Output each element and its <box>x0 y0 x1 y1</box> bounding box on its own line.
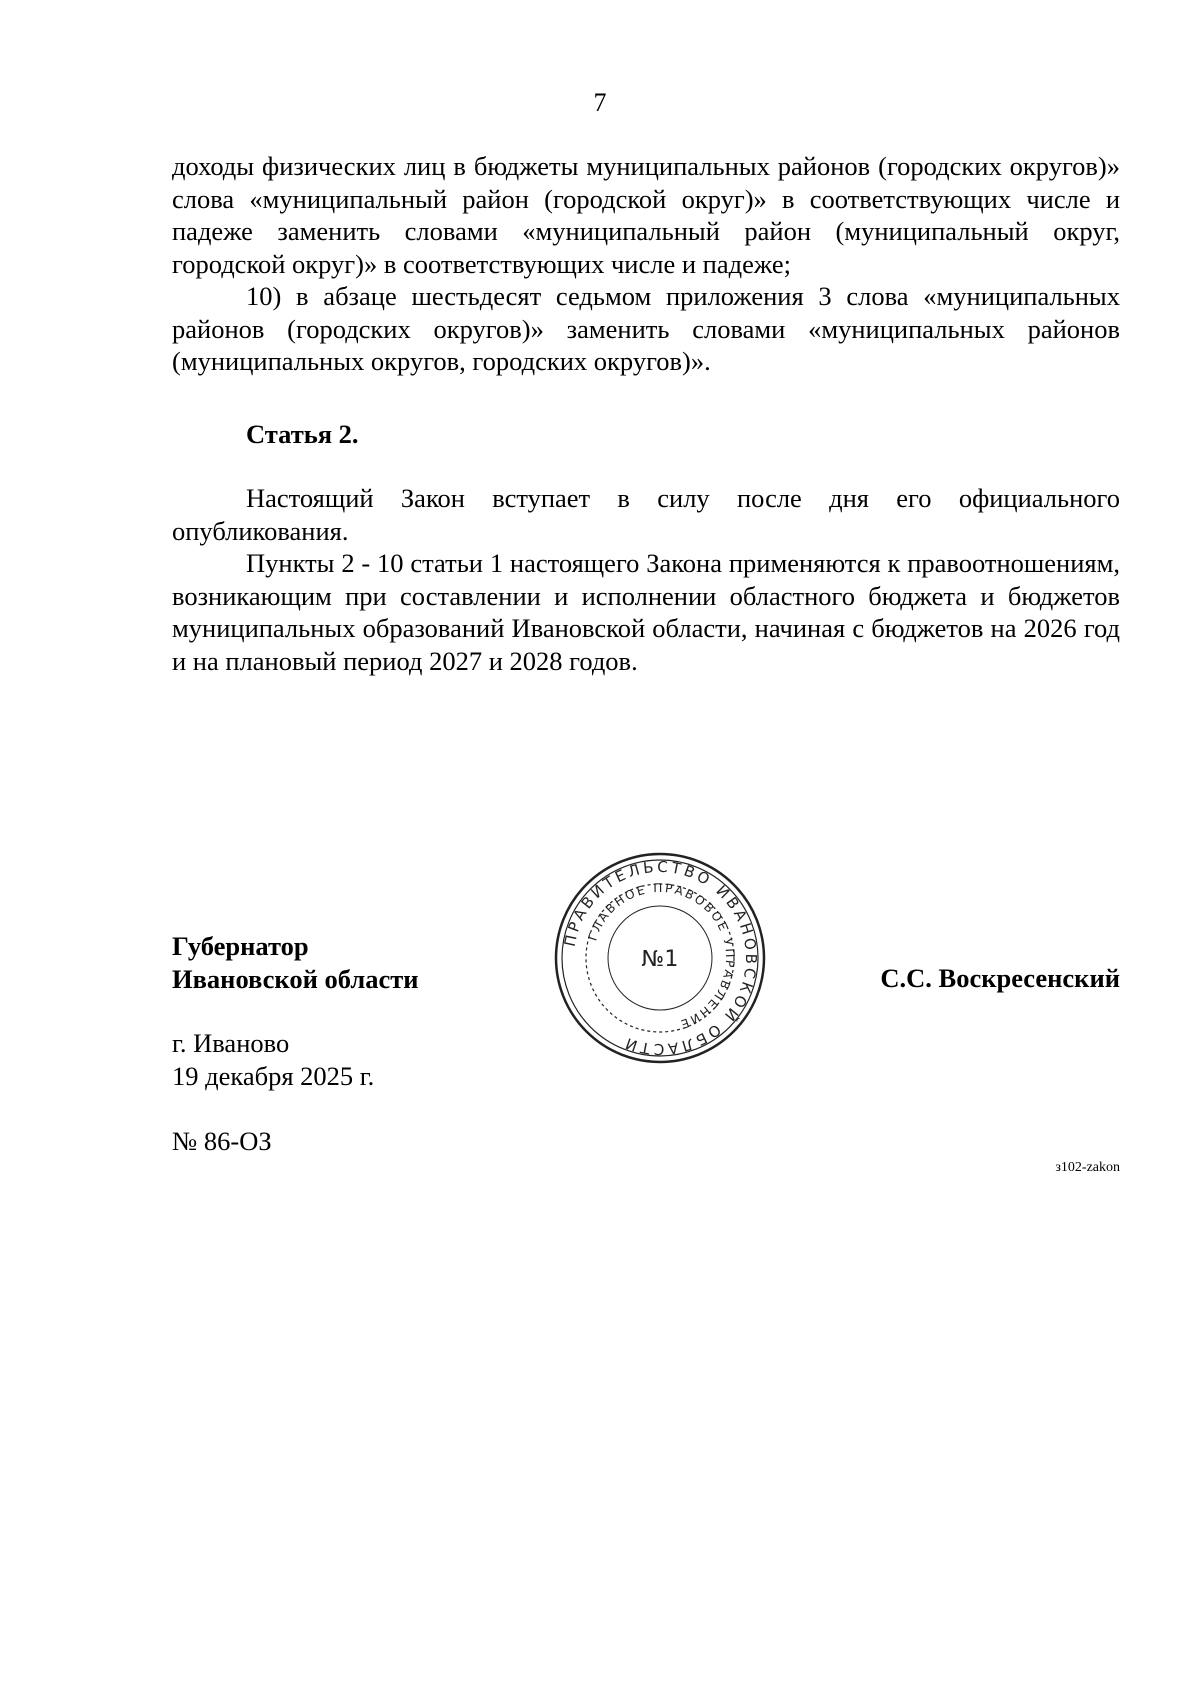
document-body <box>172 150 1120 677</box>
official-seal <box>550 848 770 1068</box>
seal-inner-text: ГЛАВНОЕ ПРАВОВОЕ УПРАВЛЕНИЕ <box>585 880 738 1033</box>
paragraph-1: доходы физических лиц в бюджеты муниципальных районов (городских округов)» слова «муниципальный район (городской округ)» в соответствующих числе и падеже заменить словами «муниципальный район (муниципальный округ, городской округ)» в соответствующих числе и падеже; <box>172 151 1120 279</box>
article-heading: Статья 2. <box>246 418 359 449</box>
law-number: № 86-ОЗ <box>172 1126 272 1156</box>
paragraph-4: Пункты 2 - 10 статьи 1 настоящего Закона применяются к правоотношениям, возникающим при составлении и исполнении областного бюджета и бюджетов муниципальных образований Ивановской области, начиная с бюджетов на 2026 год и на плановый период 2027 и 2028 годов. <box>172 548 1120 676</box>
file-code: з102-zakon <box>1055 1160 1120 1175</box>
governor-title-line-2: Ивановской области <box>172 963 419 994</box>
place-date <box>172 1027 374 1092</box>
seal-outer-text: ПРАВИТЕЛЬСТВО ИВАНОВСКОЙ ОБЛАСТИ <box>560 857 761 1059</box>
city: г. Иваново <box>172 1028 290 1058</box>
paragraph-2: 10) в абзаце шестьдесят седьмом приложения 3 слова «муниципальных районов (городских округов)» заменить словами «муниципальных районов (муниципальных округов, городских округов)». <box>172 281 1120 376</box>
page-number: 7 <box>593 88 607 117</box>
paragraph-3: Настоящий Закон вступает в силу после дня его официального опубликования. <box>172 483 1120 546</box>
signing-date: 19 декабря 2025 г. <box>172 1060 375 1091</box>
signer-name: С.С. Воскресенский <box>880 963 1120 993</box>
governor-title <box>172 930 419 995</box>
seal-center-text: №1 <box>641 947 679 972</box>
governor-title-line-1: Губернатор <box>172 931 309 961</box>
